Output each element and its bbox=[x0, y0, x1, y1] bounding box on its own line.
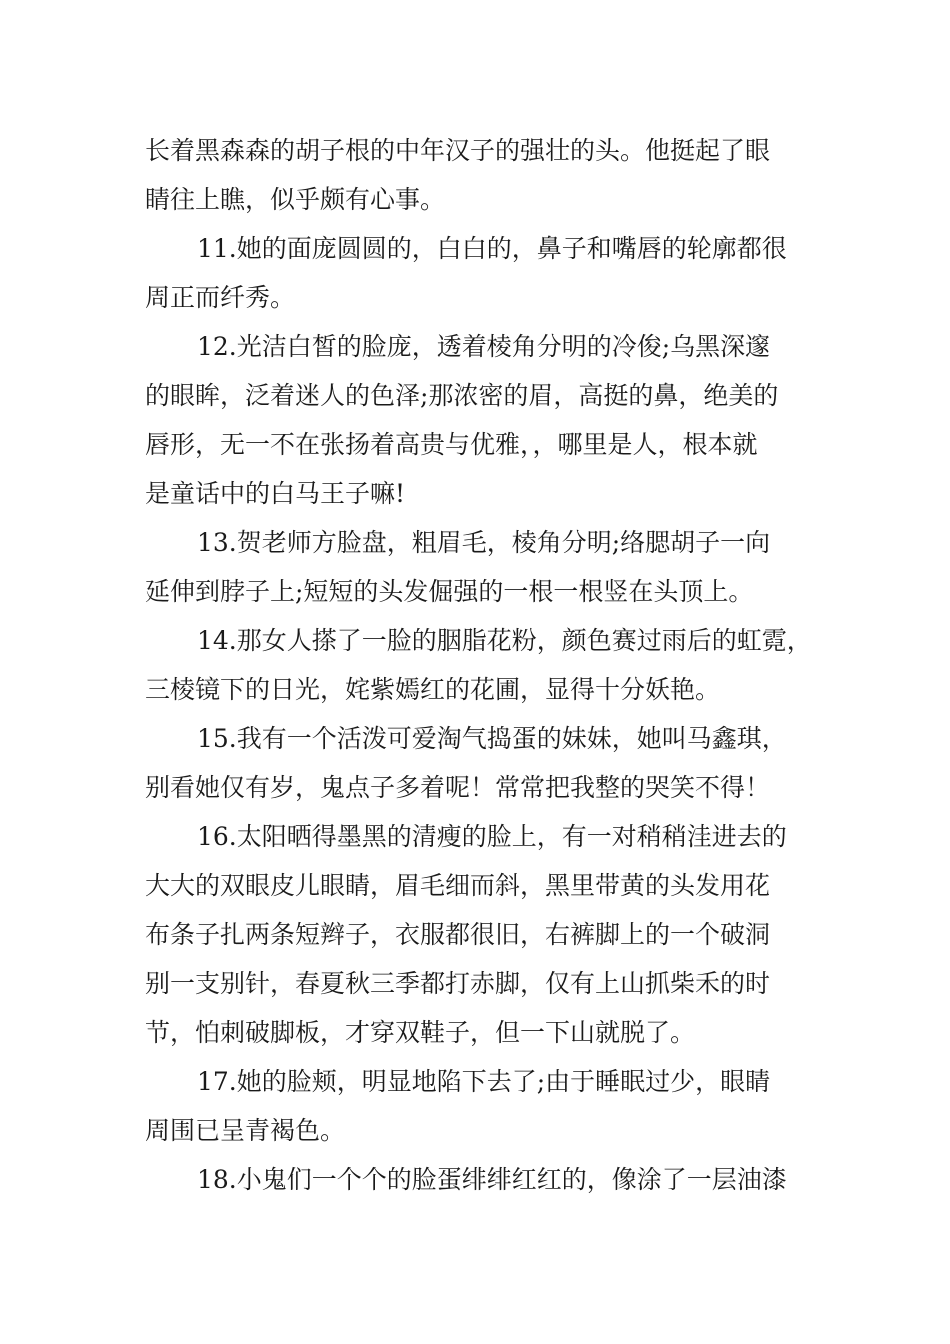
text-line: 别一支别针，春夏秋三季都打赤脚，仅有上山抓柴禾的时 bbox=[145, 969, 771, 998]
text-line: 长着黑森森的胡子根的中年汉子的强壮的头。他挺起了眼 bbox=[145, 136, 771, 165]
text-line: 别看她仅有岁，鬼点子多着呢！常常把我整的哭笑不得！ bbox=[145, 773, 771, 802]
text-line: 16.太阳晒得墨黑的清瘦的脸上，有一对稍稍洼进去的 bbox=[197, 822, 787, 851]
text-line: 周正而纤秀。 bbox=[145, 283, 296, 312]
text-line: 三棱镜下的日光，姹紫嫣红的花圃，显得十分妖艳。 bbox=[145, 675, 721, 704]
text-line: 延伸到脖子上;短短的头发倔强的一根一根竖在头顶上。 bbox=[145, 577, 754, 606]
text-line: 17.她的脸颊，明显地陷下去了;由于睡眠过少，眼睛 bbox=[197, 1067, 771, 1096]
text-line: 12.光洁白皙的脸庞，透着棱角分明的冷俊;乌黑深邃 bbox=[197, 332, 771, 361]
text-line: 14.那女人搽了一脸的胭脂花粉，颜色赛过雨后的虹霓， bbox=[197, 626, 812, 655]
text-line: 睛往上瞧，似乎颇有心事。 bbox=[145, 185, 446, 214]
text-line: 的眼眸，泛着迷人的色泽;那浓密的眉，高挺的鼻，绝美的 bbox=[145, 381, 779, 410]
text-line: 布条子扎两条短辫子，衣服都很旧，右裤脚上的一个破洞 bbox=[145, 920, 771, 949]
text-line: 大大的双眼皮儿眼睛，眉毛细而斜，黑里带黄的头发用花 bbox=[145, 871, 771, 900]
text-line: 18.小鬼们一个个的脸蛋绯绯红红的，像涂了一层油漆 bbox=[197, 1165, 787, 1194]
text-line: 15.我有一个活泼可爱淘气捣蛋的妹妹，她叫马鑫琪， bbox=[197, 724, 787, 753]
text-line: 节，怕刺破脚板，才穿双鞋子，但一下山就脱了。 bbox=[145, 1018, 696, 1047]
text-line: 是童话中的白马王子嘛! bbox=[145, 479, 406, 508]
body-text bbox=[145, 126, 825, 1204]
text-line: 周围已呈青褐色。 bbox=[145, 1116, 346, 1145]
text-line: 13.贺老师方脸盘，粗眉毛，棱角分明;络腮胡子一向 bbox=[197, 528, 771, 557]
text-line: 11.她的面庞圆圆的，白白的，鼻子和嘴唇的轮廓都很 bbox=[197, 234, 787, 263]
text-line: 唇形，无一不在张扬着高贵与优雅，，哪里是人，根本就 bbox=[145, 430, 758, 459]
